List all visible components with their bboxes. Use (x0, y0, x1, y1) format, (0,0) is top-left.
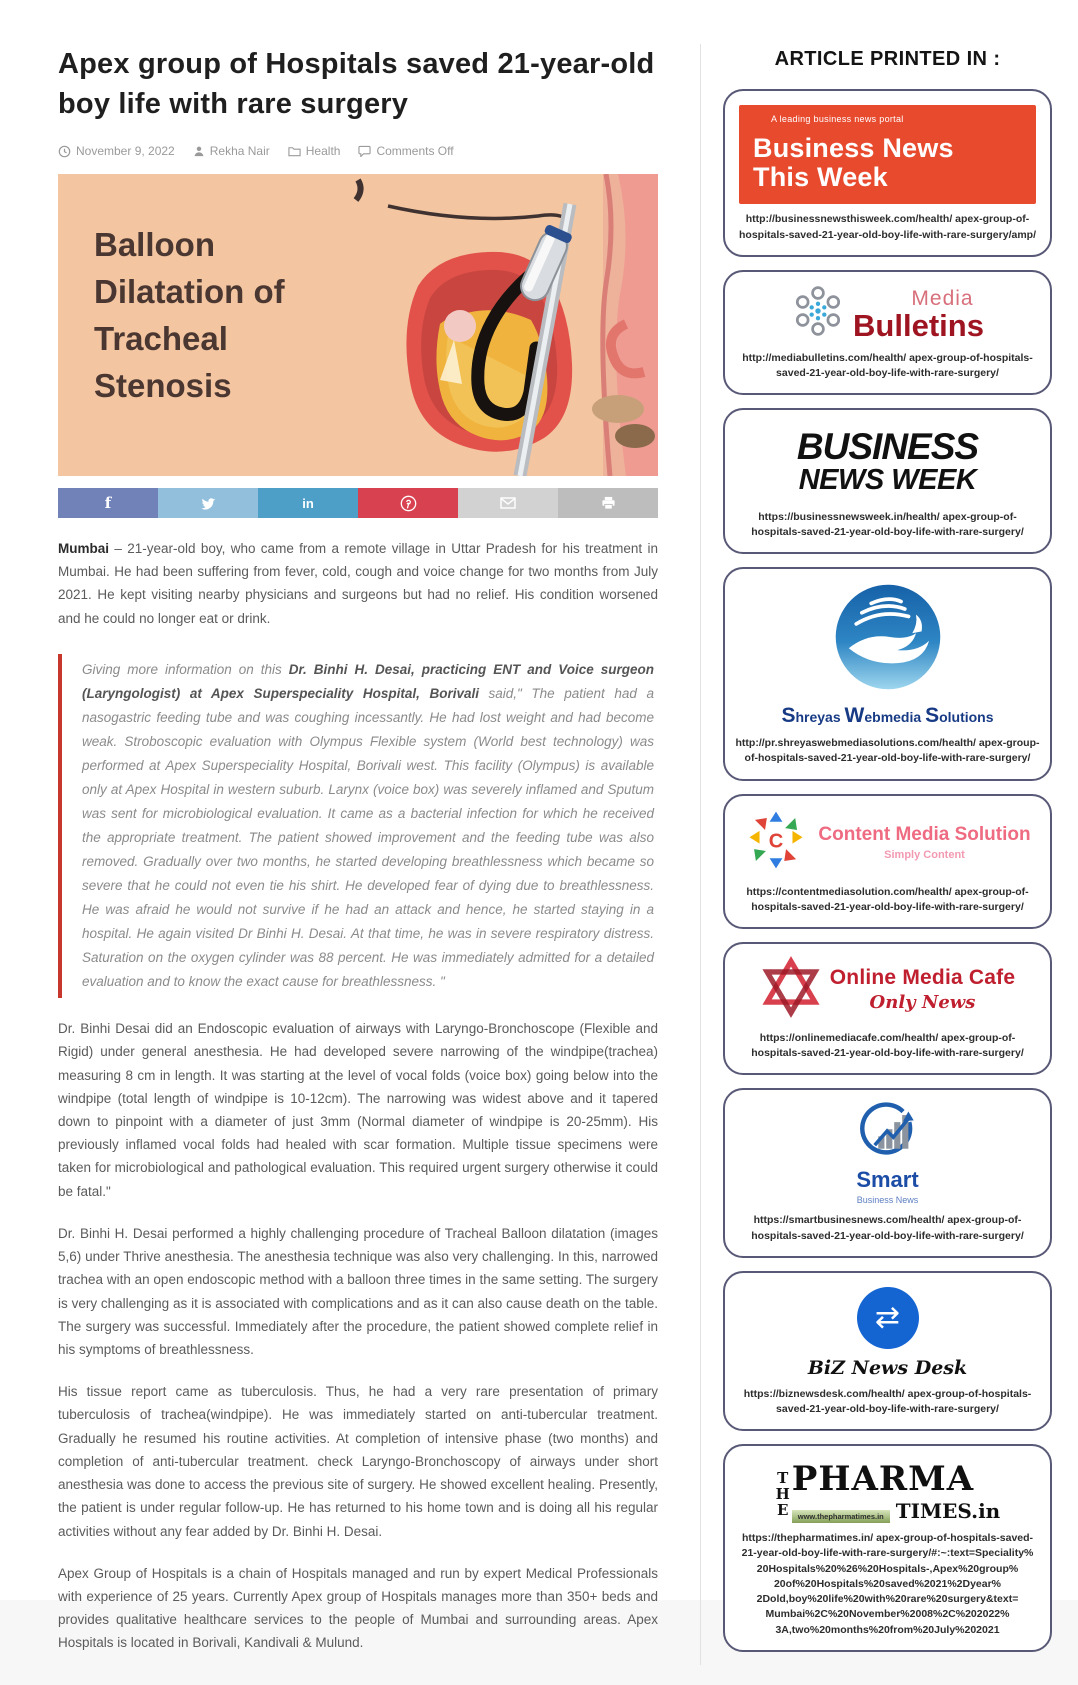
logo-title: Content Media Solution (818, 823, 1031, 845)
hero-caption (94, 222, 285, 409)
article-link[interactable]: https://businessnewsweek.in/health/ apex-group-of-hospitals-saved-21-year-old-boy-life-with-rare-surgery/ (751, 510, 1024, 538)
quote-rest: said," The patient had a nasogastric feeding tube and was coughing incessantly. He had lost weight and had become weak. Stroboscopic evaluation with Olympus Flexible system (World best technology) was performed at Apex Superspeciality Hospital, Borivali west. This facility (Olympus) is available only at Apex Hospital in western suburb. Larynx (voice box) was severely inflamed and Sputum was sent for microbiological evaluation. It came as a bacterial infection for which he received the appropriate treatment. The patient showed improvement and the feeding tube was also removed. Gradually over two months, he started developing breathlessness which became so severe that he could not even tie his shirt. He developed fear of dying due to breathlessness. He was afraid he would not survive if he had an attack and hence, he started staying in a hospital. He again visited Dr Binhi H. Desai. At that time, he was in severe respiratory distress. Saturation on the oxygen cylinder was 88 percent. He was immediately admitted for a detailed evaluation and to know the exact cause for breathlessness. " (82, 685, 654, 990)
article-link[interactable]: https://contentmediasolution.com/health/ apex-group-of-hospitals-saved-21-year-old-boy-life-with-rare-surgery/ (746, 885, 1029, 913)
logo-word: Media (911, 286, 974, 310)
logo-line: Business News (753, 133, 954, 163)
folder-icon (288, 145, 301, 157)
card-the-pharma-times (723, 1444, 1052, 1652)
meta-author[interactable] (193, 144, 270, 158)
logo-tagline: A leading business news portal (771, 114, 904, 124)
logo-site: www.thepharmatimes.in (792, 1510, 890, 1523)
printed-in-sidebar (700, 44, 1052, 1665)
card-business-news-this-week (723, 89, 1052, 257)
logo-line: NEWS WEEK (798, 464, 977, 497)
article-link[interactable]: https://thepharmatimes.in/ apex-group-of-hospitals-saved-21-year-old-boy-life-with-rare-surgery/#:~:text=Speciality% 20Hospitals%20%26%20Hospitals-,Apex%20group% 20of%20Hospitals%20saved%2021%2Dyear% 2Dold,boy%20life%20with%20rare%20surgery&text= Mumbai%2C%20November%2008%2C%202022% 3A,two%20months%20from%20July%202021 (741, 1532, 1034, 1636)
card-biz-news-desk (723, 1271, 1052, 1431)
linkedin-icon: in (302, 495, 314, 511)
print-share-button[interactable] (558, 488, 658, 518)
paragraph: Apex Group of Hospitals is a chain of Hospitals managed and run by expert Medical Professionals with experience of 25 years. Currently Apex group of Hospitals manages more than 350+ beds and provides qualitative healthcare services to the people of Mumbai and surrounding areas. Apex Hospitals is located in Borivali, Kandivali & Mulund. (58, 1565, 658, 1651)
article-link[interactable]: https://smartbusinesnews.com/health/ apex-group-of-hospitals-saved-21-year-old-boy-life-with-rare-surgery/ (751, 1214, 1024, 1242)
meta-category[interactable] (288, 144, 341, 158)
article-link[interactable]: http://pr.shreyaswebmediasolutions.com/health/ apex-group-of-hospitals-saved-21-year-old-boy-life-with-rare-surgery/ (735, 737, 1040, 765)
hero-caption-line: Dilatation of (94, 272, 285, 310)
business-news-week-logo (735, 428, 1040, 495)
facebook-icon: f (104, 494, 112, 513)
social-share-bar (58, 488, 658, 518)
quote-lead: Giving more information on this (82, 661, 289, 677)
meta-category-label: Health (305, 144, 341, 159)
logo-initial: S (925, 704, 940, 728)
card-shreyas-webmedia (723, 567, 1052, 780)
shreyas-logo-text (735, 704, 1040, 728)
hero-caption-line: Stenosis (94, 366, 232, 404)
media-bulletins-logo (735, 284, 1040, 343)
lead-bold: Mumbai (58, 541, 110, 557)
page-title: Apex group of Hospitals saved 21-year-old boy life with rare surgery (58, 48, 655, 121)
logo-times: TIMES.in (895, 1499, 1001, 1524)
meta-comments (358, 144, 453, 158)
linkedin-share-button[interactable] (258, 488, 358, 518)
article-meta (58, 144, 658, 158)
card-business-news-week (723, 408, 1052, 554)
logo-word: olutions (939, 709, 994, 726)
print-icon (601, 496, 616, 510)
logo-the: THE (773, 1468, 792, 1517)
swan-globe-icon (832, 680, 944, 697)
twitter-icon (200, 497, 216, 510)
logo-initial: W (844, 704, 865, 728)
growth-chart-icon (857, 1147, 919, 1164)
article-body (58, 537, 658, 1655)
card-media-bulletins (723, 270, 1052, 395)
meta-comments-label: Comments Off (376, 144, 454, 159)
pinterest-icon (400, 495, 417, 512)
svg-text:C: C (769, 829, 784, 852)
hero-caption-line: Balloon (94, 226, 215, 264)
meta-date (58, 144, 175, 158)
paragraph: Dr. Binhi H. Desai performed a highly challenging procedure of Tracheal Balloon dilatation (images 5,6) under Thrive anesthesia. The anesthesia technique was also very challenging. In this, narrowed trachea with an open endoscopic method with a balloon three times in the same setting. The surgery is very challenging as it is associated with complications and as it can also cause death on the table. The surgery was successful. Immediately after the procedure, the patient showed complete relief in his symptoms of breathlessness. (58, 1225, 658, 1357)
article-column (58, 44, 658, 1665)
logo-subtitle: Business News (856, 1195, 919, 1206)
logo-initial: S (781, 704, 796, 728)
card-online-media-cafe (723, 942, 1052, 1075)
logo-pharma: PHARMA (791, 1459, 975, 1500)
email-share-button[interactable] (458, 488, 558, 518)
triangle-ring-icon (744, 808, 808, 877)
comment-icon (358, 145, 371, 157)
pharma-times-logo (735, 1459, 1040, 1524)
paragraph: Dr. Binhi Desai did an Endoscopic evaluation of airways with Laryngo-Bronchoscope (Flexible and Rigid) under general anesthesia. He had developed severe narrowing of the windpipe(trachea) measuring 8 cm in length. It was starting at the level of vocal folds (voice box) going below into the windpipe (total length of windpipe is 10-12cm). The narrowing was widest above and it tapered down to pinpoint with a diameter of just 3mm (Normal diameter of windpipe is 20-25mm). His previously inflamed vocal folds had healed with scar formation. Multiple tissue specimens were taken for microbiological and pathological evaluation. This required urgent surgery otherwise it could be fatal." (58, 1021, 658, 1199)
article-link[interactable]: http://businessnewsthisweek.com/health/ apex-group-of-hospitals-saved-21-year-old-boy-life-with-rare-surgery/amp/ (739, 213, 1036, 241)
logo-subtitle: Only News (869, 991, 976, 1013)
facebook-share-button[interactable] (58, 488, 158, 518)
hero-image (58, 174, 658, 476)
clock-icon (58, 145, 71, 158)
logo-line: BUSINESS (796, 426, 979, 468)
twitter-share-button[interactable] (158, 488, 258, 518)
logo-title: Online Media Cafe (829, 965, 1016, 989)
star-triangles-icon (760, 956, 822, 1023)
article-link[interactable]: https://biznewsdesk.com/health/ apex-group-of-hospitals-saved-21-year-old-boy-life-with-rare-surgery/ (743, 1387, 1032, 1416)
doctor-quote (58, 654, 658, 998)
logo-title: Smart (856, 1167, 919, 1193)
arrows-glyph: ⇄ (874, 1300, 901, 1334)
hero-caption-line: Tracheal (94, 319, 228, 357)
logo-word: ebmedia (864, 709, 926, 726)
card-content-media-solution (723, 794, 1052, 929)
card-smart-business-news (723, 1088, 1052, 1257)
paragraph: His tissue report came as tuberculosis. Thus, he had a very rare presentation of primary tuberculosis of trachea(windpipe). He was immediately started on anti-tubercular treatment. Gradually he resumed his routine activities. At completion of intensive phase (two months) and completion of anti-tubercular treatment. check Laryngo-Bronchoscopy of airways under short anesthesia was done to access the previous site of surgery. He showed excellent healing. Presently, the patient is under regular follow-up. He has returned to his home town and is doing all his regular activities without any fear added by Dr. Binhi H. Desai. (58, 1384, 658, 1539)
article-link[interactable]: https://onlinemediacafe.com/health/ apex-group-of-hospitals-saved-21-year-old-boy-life-with-rare-surgery/ (751, 1031, 1024, 1060)
pinterest-share-button[interactable] (358, 488, 458, 518)
meta-author-label: Rekha Nair (209, 144, 270, 159)
quote-bold: Dr. Binhi H. Desai, practicing ENT and Voice surgeon (Laryngologist) at Apex Superspeciality Hospital, Borivali (82, 661, 654, 701)
logo-word: hreyas (795, 709, 845, 726)
article-link[interactable]: http://mediabulletins.com/health/ apex-group-of-hospitals-saved-21-year-old-boy-life-with-rare-surgery/ (742, 351, 1033, 379)
user-icon (193, 145, 205, 157)
sidebar-header: ARTICLE PRINTED IN : (774, 48, 1001, 70)
dots-flower-icon (791, 284, 845, 343)
meta-date-label: November 9, 2022 (76, 144, 175, 159)
logo-word: Bulletins (853, 307, 984, 343)
exchange-arrows-icon (857, 1287, 919, 1349)
logo-title: BiZ News Desk (807, 1356, 968, 1379)
logo-subtitle: Simply Content (884, 848, 965, 861)
lead-rest: – 21-year-old boy, who came from a remote village in Uttar Pradesh for his treatment in Mumbai. He had been suffering from fever, cold, cough and voice change for two months from July 2021. He kept visiting nearby physicians and surgeons but had no relief. His condition worsened and he could no longer eat or drink. (58, 541, 658, 626)
logo-line: This Week (753, 162, 888, 193)
email-icon (500, 497, 516, 509)
business-news-this-week-logo (739, 105, 1036, 204)
paragraph-lead (58, 537, 658, 630)
